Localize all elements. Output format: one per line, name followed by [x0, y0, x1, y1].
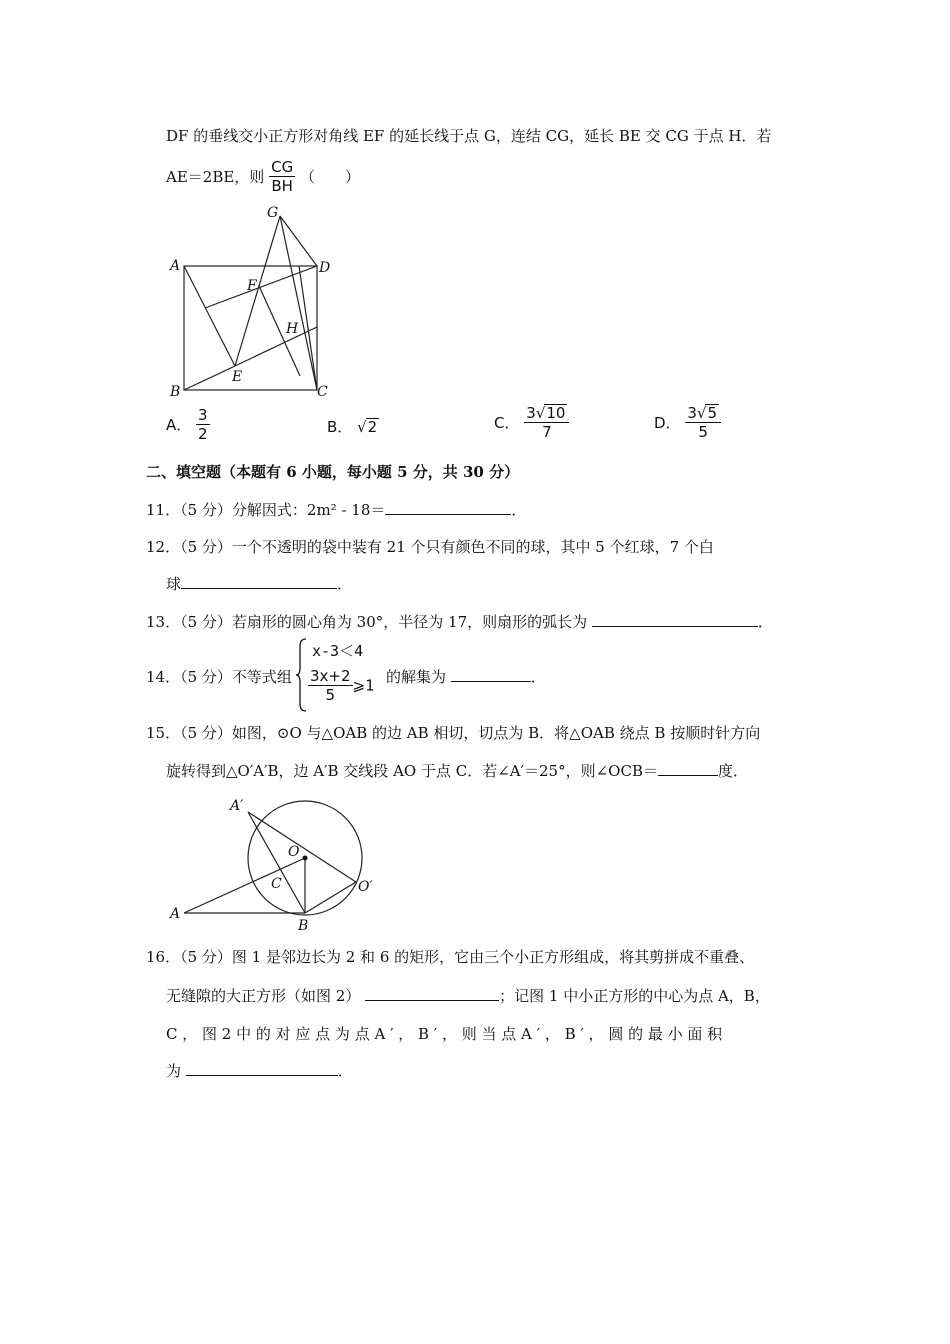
- q14-ineq1: x-3＜4: [312, 642, 364, 660]
- q14-ineq2-den: 5: [325, 686, 336, 704]
- segment-gc: [280, 216, 317, 390]
- label-a-prime: A′: [230, 798, 244, 814]
- q16-line2-suffix: ；记图 1 中小正方形的中心为点 A，B，: [499, 987, 770, 1005]
- q10-line1: DF 的垂线交小正方形对角线 EF 的延长线于点 G，连结 CG，延长 BE 交 CG 于点 H．若: [166, 127, 772, 145]
- option-c-num: [524, 404, 569, 423]
- q10-frac-den: BH: [271, 177, 293, 195]
- q11: [146, 499, 526, 520]
- option-d-radicand: 5: [707, 404, 717, 422]
- option-c-coef: 3: [526, 404, 536, 422]
- q14-suffix: [386, 666, 546, 687]
- label-a: A: [170, 906, 181, 922]
- q13-answer-blank[interactable]: [592, 612, 758, 627]
- q14-answer-blank[interactable]: [451, 667, 531, 682]
- q14-ineq2-num: 3x+2: [310, 667, 351, 685]
- sqrt-icon: √: [357, 418, 367, 436]
- option-b-label: B．: [327, 418, 353, 436]
- option-c-den: 7: [542, 423, 552, 441]
- segment-a1o1: [248, 812, 356, 882]
- q12-end: ．: [337, 575, 353, 593]
- segment-be: [184, 366, 235, 390]
- q10-figure: [160, 200, 340, 405]
- q14-end: ．: [530, 668, 546, 686]
- option-c-fraction: [524, 404, 569, 441]
- label-b: B: [170, 384, 181, 400]
- q16-end: ．: [337, 1062, 353, 1080]
- q12-line2-text: 球: [166, 575, 182, 593]
- q15-answer-blank[interactable]: [658, 761, 718, 776]
- label-g: G: [267, 205, 279, 221]
- option-c-label: C．: [494, 414, 520, 432]
- option-d[interactable]: [654, 404, 721, 441]
- sqrt-icon: √: [696, 404, 707, 422]
- option-d-coef: 3: [687, 404, 697, 422]
- segment-eg: [235, 216, 280, 366]
- option-c[interactable]: [494, 404, 569, 441]
- q16-line2-prefix: 无缝隙的大正方形（如图 2）: [166, 987, 361, 1005]
- label-o: O: [288, 844, 300, 860]
- label-c: C: [317, 384, 328, 400]
- label-e: E: [232, 369, 243, 385]
- q16-line4: [166, 1060, 353, 1081]
- option-a-den: 2: [198, 425, 208, 443]
- q10-line2-suffix: （ ）: [299, 168, 360, 186]
- q14-prefix: 14．（5 分）不等式组: [146, 668, 292, 686]
- q10-line2-prefix: AE＝2BE，则: [166, 168, 265, 186]
- q13: [146, 611, 773, 632]
- label-f: F: [247, 278, 257, 294]
- label-a: A: [170, 258, 181, 274]
- q12-line1: 12．（5 分）一个不透明的袋中装有 21 个只有颜色不同的球，其中 5 个红球，7 个白: [146, 538, 714, 556]
- section-2-title: 二、填空题（本题有 6 小题，每小题 5 分，共 30 分）: [146, 463, 520, 481]
- q14-suffix-text: 的解集为: [386, 668, 447, 686]
- option-d-num: [685, 404, 721, 423]
- label-c: C: [271, 876, 282, 892]
- q16-line4-prefix: 为: [166, 1062, 182, 1080]
- option-b-radicand: 2: [367, 418, 378, 436]
- q15-line1: 15．（5 分）如图，⊙O 与△OAB 的边 AB 相切，切点为 B．将△OAB 绕点 B 按顺时针方向: [146, 724, 761, 742]
- option-d-den: 5: [698, 423, 708, 441]
- q16-answer-blank-1[interactable]: [365, 986, 499, 1001]
- brace-icon: [296, 638, 308, 712]
- center-dot: [303, 856, 308, 861]
- q12-answer-blank[interactable]: [181, 574, 337, 589]
- q10-frac-num: CG: [271, 158, 294, 176]
- q16-line2: [166, 985, 770, 1006]
- q10-fraction: [269, 158, 295, 195]
- option-a-label: A．: [166, 416, 192, 434]
- label-b: B: [298, 918, 309, 934]
- q15-line2: [166, 760, 748, 781]
- option-c-radicand: 10: [546, 404, 566, 422]
- q13-end: ．: [757, 613, 773, 631]
- q11-answer-blank[interactable]: [385, 500, 511, 515]
- q11-text: 11．（5 分）分解因式：2m² - 18＝: [146, 501, 386, 519]
- option-a-fraction: [196, 406, 210, 443]
- q14-ineq2-rel: ⩾1: [352, 676, 375, 695]
- q16-answer-blank-2[interactable]: [186, 1061, 338, 1076]
- q11-end: ．: [511, 501, 527, 519]
- q15-figure: [160, 790, 390, 935]
- option-a[interactable]: [166, 406, 210, 443]
- sqrt-icon: √: [535, 404, 546, 422]
- q16-line3: C ， 图 2 中 的 对 应 点 为 点 A ′ ， B ′ ， 则 当 点 A ′ ， B ′ ， 圆 的 最 小 面 积: [166, 1025, 723, 1043]
- label-d: D: [319, 260, 331, 276]
- q13-text: 13．（5 分）若扇形的圆心角为 30°，半径为 17，则扇形的弧长为: [146, 613, 588, 631]
- option-d-fraction: [685, 404, 721, 441]
- segment-ae: [184, 266, 235, 366]
- q16-line1: 16．（5 分）图 1 是邻边长为 2 和 6 的矩形，它由三个小正方形组成，将其剪拼成不重叠、: [146, 948, 755, 966]
- q14-ineq2-fraction: [308, 667, 353, 704]
- option-a-num: 3: [198, 406, 208, 424]
- q14-ineq2: [308, 667, 374, 704]
- label-o-prime: O′: [358, 879, 373, 895]
- q15-end: 度．: [717, 762, 748, 780]
- segment-ao: [184, 858, 305, 913]
- option-d-label: D．: [654, 414, 681, 432]
- q12-line2: [166, 573, 352, 594]
- label-h: H: [286, 321, 299, 337]
- q15-line2-text: 旋转得到△O′A′B，边 A′B 交线段 AO 于点 C．若∠A′＝25°，则∠OCB＝: [166, 762, 658, 780]
- q10-line2: [166, 158, 360, 195]
- option-b[interactable]: [327, 416, 379, 437]
